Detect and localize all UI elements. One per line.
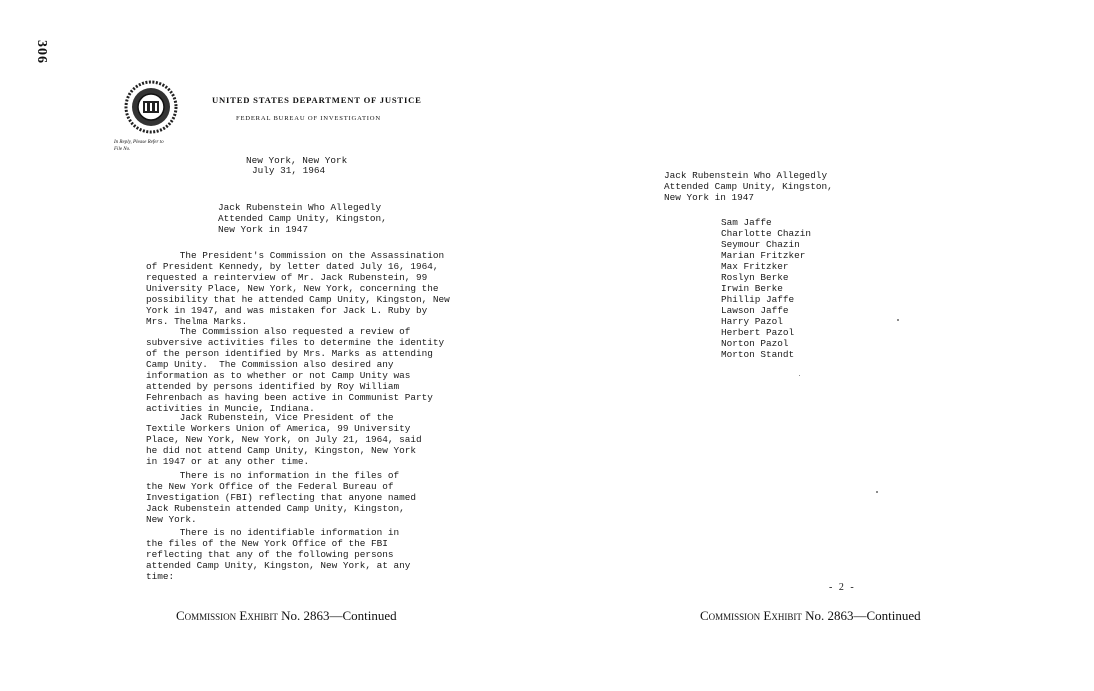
page-marker: - 2 -	[829, 582, 856, 593]
list-item: Seymour Chazin	[721, 239, 800, 250]
page-number: 306	[34, 40, 49, 64]
list-item: Irwin Berke	[721, 283, 783, 294]
right-exhibit-caption: Commission Exhibit No. 2863—Continued	[700, 608, 921, 623]
speck-mark	[897, 319, 899, 321]
list-item: Sam Jaffe	[721, 217, 772, 228]
paragraph-2: The Commission also requested a review of subversive activities files to determine the identity of the person identified by Mrs. Marks as attending Camp Unity. The Commission also desired any information as to whether or not Camp Unity was attended by persons identified by Roy William Fehrenbach as having been active in Communist Party activities in Muncie, Indiana.	[146, 326, 445, 414]
list-item: Harry Pazol	[721, 316, 783, 327]
list-item: Lawson Jaffe	[721, 305, 789, 316]
letter-date: July 31, 1964	[252, 165, 326, 176]
list-item: Max Fritzker	[721, 261, 789, 272]
list-item: Charlotte Chazin	[721, 228, 812, 239]
letter-place: New York, New York	[246, 155, 348, 166]
speck-mark	[876, 491, 878, 493]
list-item: Marian Fritzker	[721, 250, 806, 261]
list-item: Herbert Pazol	[721, 327, 795, 338]
bureau-heading: FEDERAL BUREAU OF INVESTIGATION	[236, 115, 381, 122]
list-item: Morton Standt	[721, 349, 795, 360]
names-list	[721, 217, 811, 360]
fbi-seal-icon	[124, 80, 178, 134]
paragraph-5: There is no identifiable information in the files of the New York Office of the FBI reflecting that any of the following persons attended Camp Unity, Kingston, New York, at any time:	[146, 527, 411, 582]
list-item: Phillip Jaffe	[721, 294, 795, 305]
letter-subject: Jack Rubenstein Who Allegedly Attended Camp Unity, Kingston, New York in 1947	[218, 202, 387, 235]
list-item: Norton Pazol	[721, 338, 789, 349]
left-exhibit-caption: Commission Exhibit No. 2863—Continued	[176, 608, 397, 623]
speck-mark	[799, 375, 800, 376]
paragraph-4: There is no information in the files of the New York Office of the Federal Bureau of Investigation (FBI) reflecting that anyone named Jack Rubenstein attended Camp Unity, Kingston, New York.	[146, 470, 417, 525]
paragraph-1: The President's Commission on the Assassination of President Kennedy, by letter dated July 16, 1964, requested a reinterview of Mr. Jack Rubenstein, 99 University Place, New York, New York, concerning the possibility that he attended Camp Unity, Kingston, New York in 1947, and was mistaken for Jack L. Ruby by Mrs. Thelma Marks.	[146, 250, 450, 327]
right-subject: Jack Rubenstein Who Allegedly Attended Camp Unity, Kingston, New York in 1947	[664, 170, 833, 203]
reply-note: In Reply, Please Refer to File No.	[114, 140, 164, 152]
list-item: Roslyn Berke	[721, 272, 789, 283]
paragraph-3: Jack Rubenstein, Vice President of the Textile Workers Union of America, 99 University Place, New York, New York, on July 21, 1964, said he did not attend Camp Unity, Kingston, New York in 1947 or at any other time.	[146, 412, 422, 467]
agency-heading: UNITED STATES DEPARTMENT OF JUSTICE	[212, 95, 422, 105]
